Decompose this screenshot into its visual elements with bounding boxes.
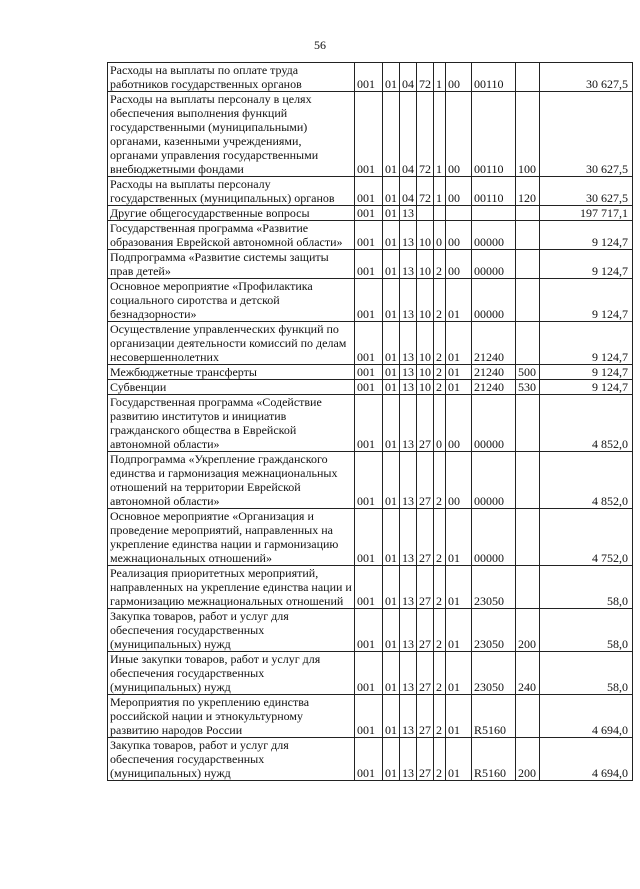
expense-direction-code-cell: 00000 (472, 509, 516, 566)
expense-type-code-cell (516, 566, 540, 609)
expense-direction-code-cell: 00110 (472, 63, 516, 92)
table-row (108, 206, 633, 221)
row-name-cell: Межбюджетные трансферты (108, 365, 355, 380)
expense-direction-code-cell: R5160 (472, 695, 516, 738)
section-code-cell: 01 (383, 652, 400, 695)
expense-direction-code-cell: 23050 (472, 566, 516, 609)
table-row (108, 380, 633, 395)
subprogram-code-cell (434, 206, 446, 221)
amount-cell: 30 627,5 (540, 92, 633, 177)
table-row (108, 365, 633, 380)
program-code-cell: 27 (417, 509, 434, 566)
expense-type-code-cell (516, 206, 540, 221)
main-activity-code-cell: 00 (446, 221, 472, 250)
ministry-code-cell: 001 (355, 206, 383, 221)
table-row (108, 279, 633, 322)
section-code-cell: 01 (383, 177, 400, 206)
ministry-code-cell: 001 (355, 695, 383, 738)
table-row (108, 221, 633, 250)
expense-type-code-cell (516, 63, 540, 92)
amount-cell: 4 852,0 (540, 452, 633, 509)
main-activity-code-cell: 01 (446, 738, 472, 781)
page-number: 56 (314, 38, 326, 52)
amount-cell: 58,0 (540, 609, 633, 652)
section-code-cell: 01 (383, 221, 400, 250)
section-code-cell: 01 (383, 92, 400, 177)
amount-cell: 30 627,5 (540, 63, 633, 92)
subsection-code-cell: 13 (400, 206, 417, 221)
ministry-code-cell: 001 (355, 92, 383, 177)
expense-direction-code-cell: R5160 (472, 738, 516, 781)
subprogram-code-cell: 2 (434, 250, 446, 279)
subsection-code-cell: 04 (400, 177, 417, 206)
table-row (108, 509, 633, 566)
main-activity-code-cell: 00 (446, 92, 472, 177)
table-row (108, 652, 633, 695)
ministry-code-cell: 001 (355, 738, 383, 781)
subsection-code-cell: 13 (400, 250, 417, 279)
row-name-cell: Закупка товаров, работ и услуг для обеспечения государственных (муниципальных) нужд (108, 609, 355, 652)
expense-type-code-cell (516, 395, 540, 452)
expense-type-code-cell: 530 (516, 380, 540, 395)
section-code-cell: 01 (383, 509, 400, 566)
main-activity-code-cell (446, 206, 472, 221)
row-name-cell: Осуществление управленческих функций по организации деятельности комиссий по делам несовершеннолетних (108, 322, 355, 365)
expense-direction-code-cell: 23050 (472, 609, 516, 652)
amount-cell: 30 627,5 (540, 177, 633, 206)
section-code-cell: 01 (383, 206, 400, 221)
row-name-cell: Закупка товаров, работ и услуг для обеспечения государственных (муниципальных) нужд (108, 738, 355, 781)
main-activity-code-cell: 01 (446, 695, 472, 738)
expense-direction-code-cell: 21240 (472, 322, 516, 365)
ministry-code-cell: 001 (355, 609, 383, 652)
subsection-code-cell: 13 (400, 452, 417, 509)
ministry-code-cell: 001 (355, 380, 383, 395)
expense-type-code-cell (516, 509, 540, 566)
expense-type-code-cell (516, 221, 540, 250)
subprogram-code-cell: 1 (434, 63, 446, 92)
table-row (108, 566, 633, 609)
main-activity-code-cell: 01 (446, 509, 472, 566)
expense-type-code-cell: 500 (516, 365, 540, 380)
program-code-cell: 27 (417, 566, 434, 609)
row-name-cell: Расходы на выплаты персоналу государственных (муниципальных) органов (108, 177, 355, 206)
expense-type-code-cell (516, 279, 540, 322)
subsection-code-cell: 13 (400, 221, 417, 250)
program-code-cell: 27 (417, 652, 434, 695)
subsection-code-cell: 13 (400, 365, 417, 380)
amount-cell: 9 124,7 (540, 380, 633, 395)
amount-cell: 4 694,0 (540, 738, 633, 781)
ministry-code-cell: 001 (355, 566, 383, 609)
row-name-cell: Государственная программа «Содействие развитию институтов и инициатив гражданского общества в Еврейской автономной области» (108, 395, 355, 452)
main-activity-code-cell: 00 (446, 452, 472, 509)
expense-direction-code-cell: 00110 (472, 92, 516, 177)
subprogram-code-cell: 1 (434, 177, 446, 206)
subprogram-code-cell: 2 (434, 695, 446, 738)
row-name-cell: Государственная программа «Развитие образования Еврейской автономной области» (108, 221, 355, 250)
section-code-cell: 01 (383, 452, 400, 509)
main-activity-code-cell: 00 (446, 63, 472, 92)
ministry-code-cell: 001 (355, 365, 383, 380)
table-row (108, 177, 633, 206)
table-row (108, 395, 633, 452)
subsection-code-cell: 13 (400, 738, 417, 781)
ministry-code-cell: 001 (355, 250, 383, 279)
program-code-cell: 10 (417, 250, 434, 279)
expense-direction-code-cell: 21240 (472, 380, 516, 395)
main-activity-code-cell: 01 (446, 609, 472, 652)
table-row (108, 738, 633, 781)
subsection-code-cell: 04 (400, 63, 417, 92)
expense-direction-code-cell: 00110 (472, 177, 516, 206)
expense-type-code-cell (516, 695, 540, 738)
subsection-code-cell: 13 (400, 566, 417, 609)
subprogram-code-cell: 0 (434, 221, 446, 250)
row-name-cell: Расходы на выплаты персоналу в целях обеспечения выполнения функций государственными (муниципальными) органами, казенными учреждениями, органами управления государственными внебюджетными фондами (108, 92, 355, 177)
subprogram-code-cell: 2 (434, 566, 446, 609)
program-code-cell: 10 (417, 221, 434, 250)
subsection-code-cell: 13 (400, 609, 417, 652)
expense-type-code-cell (516, 452, 540, 509)
section-code-cell: 01 (383, 609, 400, 652)
program-code-cell: 72 (417, 92, 434, 177)
section-code-cell: 01 (383, 250, 400, 279)
expense-direction-code-cell (472, 206, 516, 221)
subsection-code-cell: 13 (400, 279, 417, 322)
subprogram-code-cell: 2 (434, 365, 446, 380)
subprogram-code-cell: 2 (434, 509, 446, 566)
row-name-cell: Подпрограмма «Развитие системы защиты прав детей» (108, 250, 355, 279)
expense-direction-code-cell: 00000 (472, 221, 516, 250)
subsection-code-cell: 13 (400, 695, 417, 738)
subprogram-code-cell: 2 (434, 279, 446, 322)
expense-direction-code-cell: 23050 (472, 652, 516, 695)
expense-type-code-cell: 100 (516, 92, 540, 177)
subsection-code-cell: 13 (400, 395, 417, 452)
main-activity-code-cell: 00 (446, 250, 472, 279)
main-activity-code-cell: 01 (446, 365, 472, 380)
row-name-cell: Реализация приоритетных мероприятий, направленных на укрепление единства нации и гармонизацию межнациональных отношений (108, 566, 355, 609)
ministry-code-cell: 001 (355, 452, 383, 509)
section-code-cell: 01 (383, 695, 400, 738)
program-code-cell: 10 (417, 380, 434, 395)
main-activity-code-cell: 01 (446, 380, 472, 395)
table-row (108, 63, 633, 92)
program-code-cell: 27 (417, 452, 434, 509)
subsection-code-cell: 13 (400, 652, 417, 695)
section-code-cell: 01 (383, 566, 400, 609)
table-row (108, 322, 633, 365)
subsection-code-cell: 13 (400, 509, 417, 566)
amount-cell: 9 124,7 (540, 279, 633, 322)
main-activity-code-cell: 01 (446, 566, 472, 609)
row-name-cell: Расходы на выплаты по оплате труда работников государственных органов (108, 63, 355, 92)
ministry-code-cell: 001 (355, 652, 383, 695)
row-name-cell: Другие общегосударственные вопросы (108, 206, 355, 221)
expense-type-code-cell: 200 (516, 738, 540, 781)
amount-cell: 9 124,7 (540, 221, 633, 250)
amount-cell: 4 694,0 (540, 695, 633, 738)
main-activity-code-cell: 01 (446, 322, 472, 365)
section-code-cell: 01 (383, 279, 400, 322)
expense-direction-code-cell: 21240 (472, 365, 516, 380)
section-code-cell: 01 (383, 380, 400, 395)
table-row (108, 609, 633, 652)
section-code-cell: 01 (383, 365, 400, 380)
section-code-cell: 01 (383, 395, 400, 452)
program-code-cell: 10 (417, 322, 434, 365)
section-code-cell: 01 (383, 63, 400, 92)
program-code-cell (417, 206, 434, 221)
subprogram-code-cell: 2 (434, 380, 446, 395)
amount-cell: 4 752,0 (540, 509, 633, 566)
row-name-cell: Иные закупки товаров, работ и услуг для обеспечения государственных (муниципальных) нужд (108, 652, 355, 695)
program-code-cell: 27 (417, 395, 434, 452)
row-name-cell: Основное мероприятие «Профилактика социального сиротства и детской безнадзорности» (108, 279, 355, 322)
subprogram-code-cell: 2 (434, 322, 446, 365)
ministry-code-cell: 001 (355, 279, 383, 322)
row-name-cell: Подпрограмма «Укрепление гражданского единства и гармонизация межнациональных отношений на территории Еврейской автономной области» (108, 452, 355, 509)
subprogram-code-cell: 1 (434, 92, 446, 177)
expense-direction-code-cell: 00000 (472, 395, 516, 452)
expense-direction-code-cell: 00000 (472, 279, 516, 322)
expense-type-code-cell (516, 250, 540, 279)
amount-cell: 58,0 (540, 566, 633, 609)
amount-cell: 197 717,1 (540, 206, 633, 221)
program-code-cell: 27 (417, 695, 434, 738)
program-code-cell: 27 (417, 738, 434, 781)
expense-direction-code-cell: 00000 (472, 250, 516, 279)
expense-type-code-cell (516, 322, 540, 365)
main-activity-code-cell: 00 (446, 395, 472, 452)
row-name-cell: Субвенции (108, 380, 355, 395)
ministry-code-cell: 001 (355, 509, 383, 566)
expense-direction-code-cell: 00000 (472, 452, 516, 509)
subsection-code-cell: 13 (400, 380, 417, 395)
amount-cell: 9 124,7 (540, 322, 633, 365)
main-activity-code-cell: 01 (446, 279, 472, 322)
amount-cell: 4 852,0 (540, 395, 633, 452)
subsection-code-cell: 13 (400, 322, 417, 365)
program-code-cell: 27 (417, 609, 434, 652)
program-code-cell: 72 (417, 63, 434, 92)
expense-type-code-cell: 240 (516, 652, 540, 695)
expense-type-code-cell: 120 (516, 177, 540, 206)
section-code-cell: 01 (383, 738, 400, 781)
subprogram-code-cell: 2 (434, 652, 446, 695)
expense-type-code-cell: 200 (516, 609, 540, 652)
table-row (108, 250, 633, 279)
subsection-code-cell: 04 (400, 92, 417, 177)
row-name-cell: Основное мероприятие «Организация и проведение мероприятий, направленных на укрепление единства нации и гармонизацию межнациональных отношений» (108, 509, 355, 566)
amount-cell: 9 124,7 (540, 365, 633, 380)
table-row (108, 695, 633, 738)
program-code-cell: 72 (417, 177, 434, 206)
subprogram-code-cell: 2 (434, 609, 446, 652)
ministry-code-cell: 001 (355, 63, 383, 92)
row-name-cell: Мероприятия по укреплению единства российской нации и этнокультурному развитию народов России (108, 695, 355, 738)
ministry-code-cell: 001 (355, 322, 383, 365)
section-code-cell: 01 (383, 322, 400, 365)
table-row (108, 92, 633, 177)
ministry-code-cell: 001 (355, 221, 383, 250)
ministry-code-cell: 001 (355, 177, 383, 206)
subprogram-code-cell: 0 (434, 395, 446, 452)
program-code-cell: 10 (417, 365, 434, 380)
program-code-cell: 10 (417, 279, 434, 322)
subprogram-code-cell: 2 (434, 738, 446, 781)
main-activity-code-cell: 01 (446, 652, 472, 695)
table-row (108, 452, 633, 509)
main-activity-code-cell: 00 (446, 177, 472, 206)
ministry-code-cell: 001 (355, 395, 383, 452)
budget-table (107, 62, 633, 781)
amount-cell: 58,0 (540, 652, 633, 695)
subprogram-code-cell: 2 (434, 452, 446, 509)
amount-cell: 9 124,7 (540, 250, 633, 279)
